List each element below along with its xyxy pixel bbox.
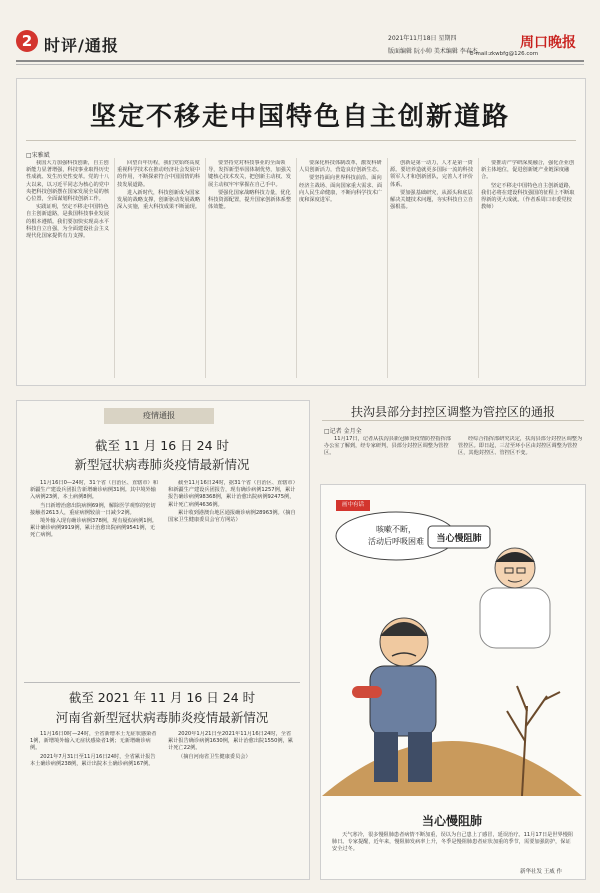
- epidemic-report-column-1: [30, 480, 158, 676]
- top-article-column-1: [26, 160, 111, 378]
- paragraph: （摘自河南省卫生健康委员会）: [178, 753, 251, 760]
- paragraph: 要坚持党对科技事业的全面领导，发挥新型举国体制优势，加强关键核心技术攻关，把创新主动权、发展主动权牢牢掌握在自己手中。: [208, 160, 292, 188]
- header-rule: [16, 60, 584, 62]
- paragraph: 11月17日，记者从扶沟县新冠肺炎疫情防控指挥部办公室了解到，经专家研判，县部分封控区调整为管控区。: [324, 436, 451, 457]
- top-article-byline: □宋雅斌: [26, 152, 50, 159]
- paragraph: 坚定不移走中国特色自主创新道路，我们必将在建设科技强国的征程上不断取得新的更大成就。（作者系周口市委党校教师）: [481, 182, 575, 211]
- top-article-column-2: [117, 160, 202, 378]
- page-number-badge: 2: [16, 30, 38, 52]
- top-article-column-3: [208, 160, 293, 378]
- paragraph: 当日新增治愈出院病例69例，解除医学观察的密切接触者2613人，重症病例较前一日减少2例。: [30, 502, 156, 516]
- fugou-notice-column-2: [458, 436, 586, 484]
- column-divider: [114, 158, 115, 378]
- header-rule-thin: [16, 64, 584, 65]
- epidemic-report-column-2: [168, 480, 296, 676]
- paragraph: 境外输入现有确诊病例378例，现有疑似病例1例。累计确诊病例9919例，累计治愈出院病例9541例，无死亡病例。: [30, 518, 157, 539]
- column-divider: [478, 158, 479, 378]
- henan-report-column-2: [168, 731, 296, 873]
- bubble-right-text: 当心慢阻肺: [436, 534, 482, 544]
- henan-report-title-line2: 河南省新型冠状病毒肺炎疫情最新情况: [55, 710, 269, 725]
- issue-date: 2021年11月18日 星期四: [388, 35, 457, 42]
- paragraph: 11月16日0时—24时，全省新增本土无症状感染者1例，新增境外输入无症状感染者1例；无新增确诊病例。: [30, 731, 157, 752]
- fugou-notice-headline: 扶沟县部分封控区调整为管控区的通报: [350, 405, 555, 419]
- contact-email: E-mail:zkwbfg@126.com: [470, 51, 539, 57]
- page-editors: 版面编辑 阮小帅 美术编辑 李春杰: [388, 48, 478, 55]
- cartoon-caption: [332, 832, 574, 855]
- paragraph: 要深化科技体制改革，激发科研人员创新活力，营造良好创新生态。: [299, 160, 383, 174]
- cartoon-title: 当心慢阻肺: [421, 814, 482, 828]
- paragraph: 截至11月16日24时，据31个省（自治区、直辖市）和新疆生产建设兵团报告，现有确诊病例1257例，累计报告确诊病例98368例，累计治愈出院病例92475例，累计死亡病例4636例。: [168, 480, 296, 508]
- paragraph: 要强化国家战略科技力量，优化科技资源配置，提升国家创新体系整体效能。: [208, 189, 292, 211]
- epidemic-report-title-line1: 截至 11 月 16 日 24 时: [94, 438, 230, 453]
- paragraph: 11月16日0—24时，31个省（自治区、直辖市）和新疆生产建设兵团报告新增确诊病例31例。其中境外输入病例23例，本土病例8例。: [30, 480, 158, 501]
- cartoon-illustration: [322, 496, 582, 808]
- paragraph: 回望百年历程，我们党始终高度重视科学技术在推动经济社会发展中的作用，不断探索符合中国国情的科技发展道路。: [117, 160, 201, 188]
- top-article-column-4: [299, 160, 384, 378]
- newspaper-logo: 周口晚报: [520, 35, 576, 51]
- top-article-column-5: [390, 160, 475, 378]
- paragraph: 要推动产学研深度融合，强化企业创新主体地位，促进创新链产业链深度融合。: [481, 160, 575, 181]
- paragraph: 进入新时代，科技创新成为国家发展的战略支撑，创新驱动发展战略深入实施，重大科技成果不断涌现。: [117, 189, 201, 211]
- column-divider: [387, 158, 388, 378]
- bubble-left-line1: 咳嗽不断，: [376, 525, 416, 534]
- headline-rule: [322, 420, 584, 421]
- top-article-headline: 坚定不移走中国特色自主创新道路: [89, 102, 510, 132]
- patient-figure: [352, 618, 436, 782]
- bubble-left-line2: 活动后呼吸困难: [368, 537, 424, 546]
- top-article-column-6: [481, 160, 576, 378]
- epidemic-report-title-line2: 新型冠状病毒肺炎疫情最新情况: [74, 457, 250, 472]
- epidemic-report-badge: 疫情通报: [104, 408, 214, 424]
- paragraph: 天气寒冷，很多慢阻肺患者病情不断加重，误以为自己患上了感冒，延误治疗。11月17日是世界慢阻肺日。专家提醒，近年来，慢阻肺发病率上升，冬季是慢阻肺患者症状加重的季节，需要加强防护，保证安全过冬。: [332, 832, 574, 853]
- hill-shape: [322, 741, 582, 796]
- paragraph: 累计收到港澳台地区通报确诊病例28963例。（摘自国家卫生健康委员会官方网站）: [168, 509, 296, 524]
- paragraph: 要坚持面向世界科技前沿、面向经济主战场、面向国家重大需求、面向人民生命健康，不断向科学技术广度和深度进军。: [299, 175, 383, 204]
- doctor-figure: [480, 548, 550, 648]
- paragraph: 要加强基础研究，从源头和底层解决关键技术问题，夯实科技自立自强根基。: [390, 189, 474, 211]
- henan-report-column-1: [30, 731, 158, 873]
- headline-rule: [26, 140, 576, 141]
- column-divider: [296, 158, 297, 378]
- henan-report-title-line1: 截至 2021 年 11 月 16 日 24 时: [68, 690, 256, 705]
- paragraph: 实践证明，坚定不移走中国特色自主创新道路，是我国科技事业发展的根本遵循。我们要加快实现高水平科技自立自强，为全面建设社会主义现代化国家提供有力支撑。: [26, 204, 110, 240]
- paragraph: 创新是第一动力，人才是第一资源。要培养造就更多国际一流的科技领军人才和创新团队，完善人才评价体系。: [390, 160, 474, 188]
- column-divider: [205, 158, 206, 378]
- cartoon-credit: 新华社发 王威 作: [520, 869, 562, 875]
- paragraph: 2021年7月31日至11月16日24时，全省累计报告本土确诊病例238例，累计出院本土确诊病例167例。: [30, 753, 156, 767]
- cartoon-tag: 画中有话: [336, 500, 370, 511]
- section-divider: [24, 682, 300, 683]
- fugou-notice-column-1: [324, 436, 452, 484]
- paragraph: 我国大力加强科技创新，自主创新能力显著增强，科技事业取得历史性成就、发生历史性变革。党的十八大以来，以习近平同志为核心的党中央把科技创新摆在国家发展全局的核心位置，全面谋划科技创新工作。: [26, 160, 110, 203]
- fugou-notice-byline: □记者 金月全: [324, 428, 362, 435]
- section-title: 时评/通报: [44, 36, 119, 55]
- paragraph: 2020年1月21日至2021年11月16日24时，全省累计报告确诊病例1630例，累计治愈出院1550例，累计死亡22例。: [168, 731, 293, 752]
- paragraph: 经综合指挥部研究决定，扶沟县部分封控区调整为管控区。即日起，三岔至环小区由封控区调整为管控区，其他封控区、管控区不变。: [458, 436, 583, 457]
